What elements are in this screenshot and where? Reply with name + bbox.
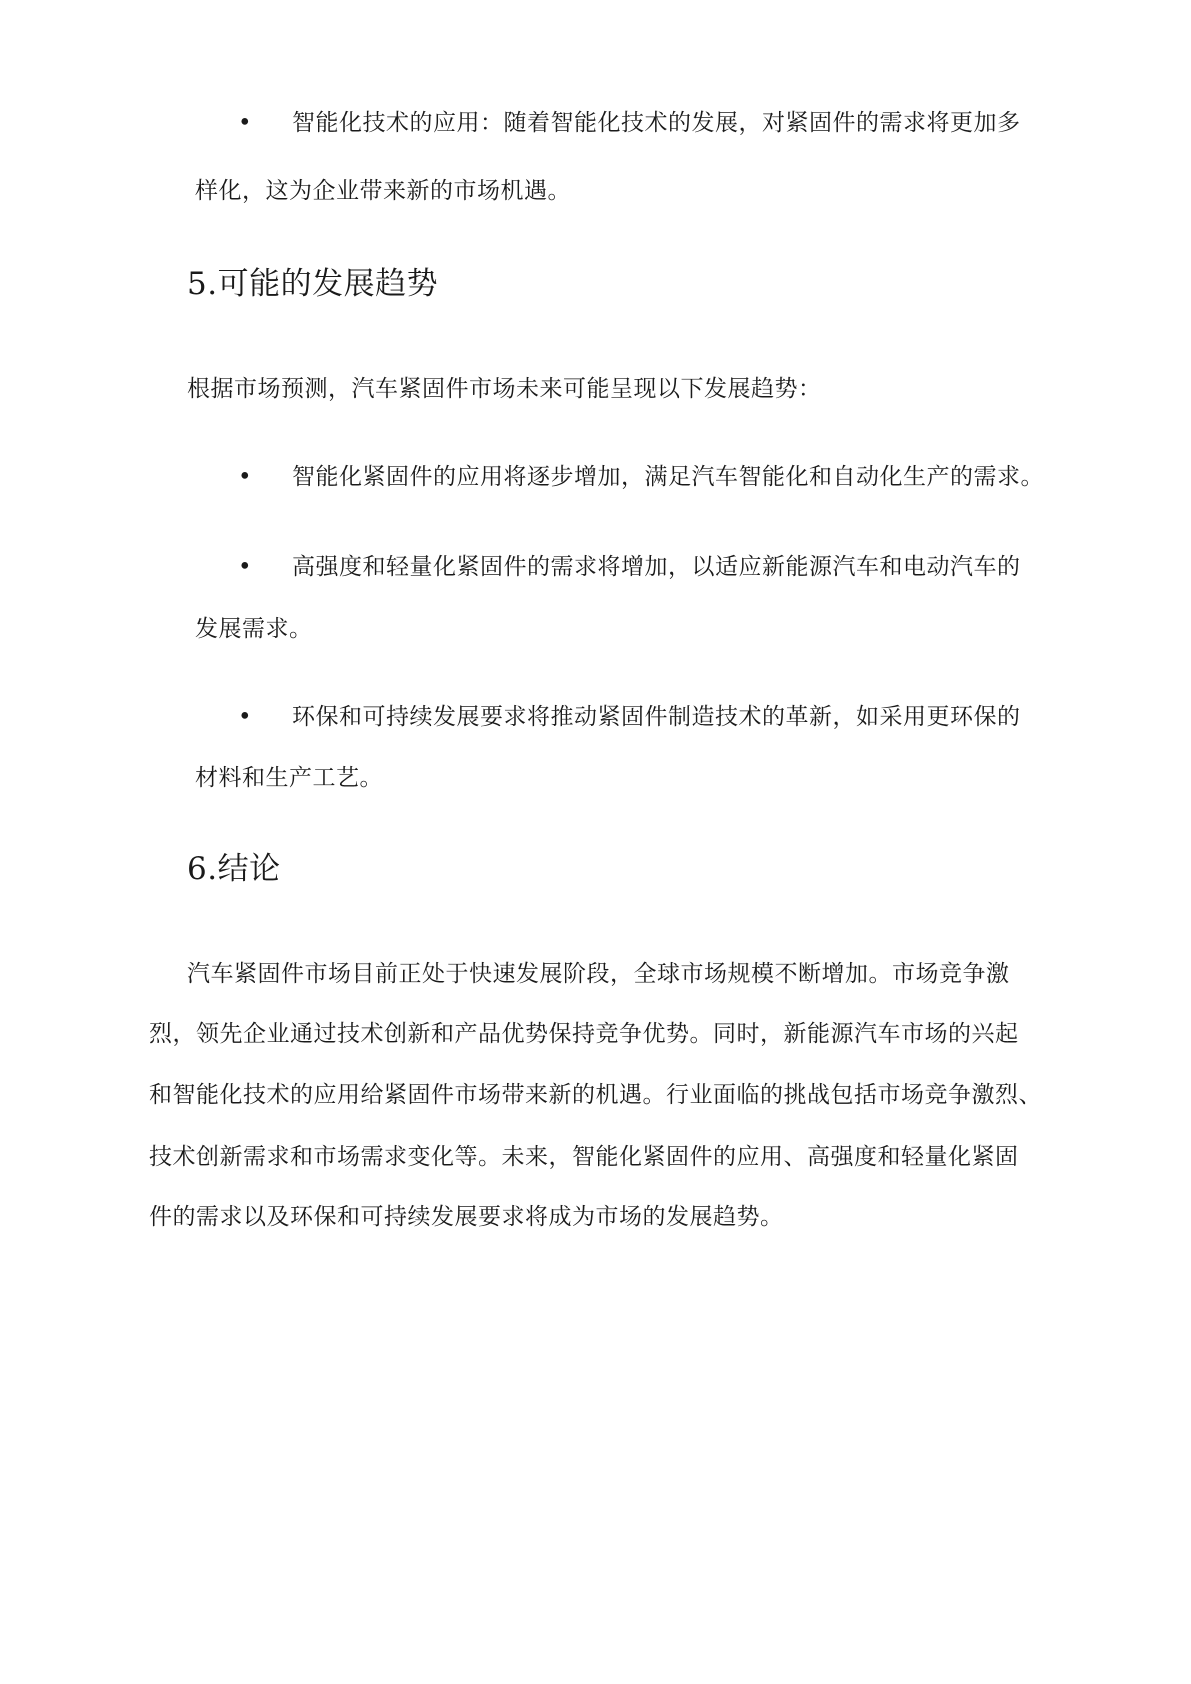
section-heading: 5.可能的发展趋势: [187, 266, 439, 302]
section-heading: 6.结论: [187, 851, 281, 887]
bullet-icon: •: [238, 704, 252, 730]
paragraph-text: 根据市场预测，汽车紧固件市场未来可能呈现以下发展趋势：: [187, 376, 822, 402]
bullet-icon: •: [238, 464, 252, 490]
list-item-text-line-1: 高强度和轻量化紧固件的需求将增加，以适应新能源汽车和电动汽车的: [292, 554, 1021, 580]
paragraph-line: 汽车紧固件市场目前正处于快速发展阶段，全球市场规模不断增加。市场竞争激: [187, 961, 1010, 987]
paragraph-line: 烈，领先企业通过技术创新和产品优势保持竞争优势。同时，新能源汽车市场的兴起: [149, 1021, 1019, 1047]
paragraph-line: 件的需求以及环保和可持续发展要求将成为市场的发展趋势。: [149, 1204, 784, 1230]
paragraph-line: 和智能化技术的应用给紧固件市场带来新的机遇。行业面临的挑战包括市场竞争激烈、: [149, 1082, 1042, 1108]
bullet-icon: •: [238, 110, 252, 136]
paragraph-line: 技术创新需求和市场需求变化等。未来，智能化紧固件的应用、高强度和轻量化紧固: [149, 1144, 1019, 1170]
list-item-text-line-1: 智能化紧固件的应用将逐步增加，满足汽车智能化和自动化生产的需求。: [292, 464, 1044, 490]
bullet-icon: •: [238, 554, 252, 580]
list-item-text-line-2: 发展需求。: [195, 616, 313, 642]
list-item-text-line-2: 材料和生产工艺。: [195, 765, 383, 791]
list-item-text-line-1: 环保和可持续发展要求将推动紧固件制造技术的革新，如采用更环保的: [292, 704, 1021, 730]
list-item-text-line-2: 样化，这为企业带来新的市场机遇。: [195, 178, 571, 204]
list-item-text-line-1: 智能化技术的应用：随着智能化技术的发展，对紧固件的需求将更加多: [292, 110, 1021, 136]
